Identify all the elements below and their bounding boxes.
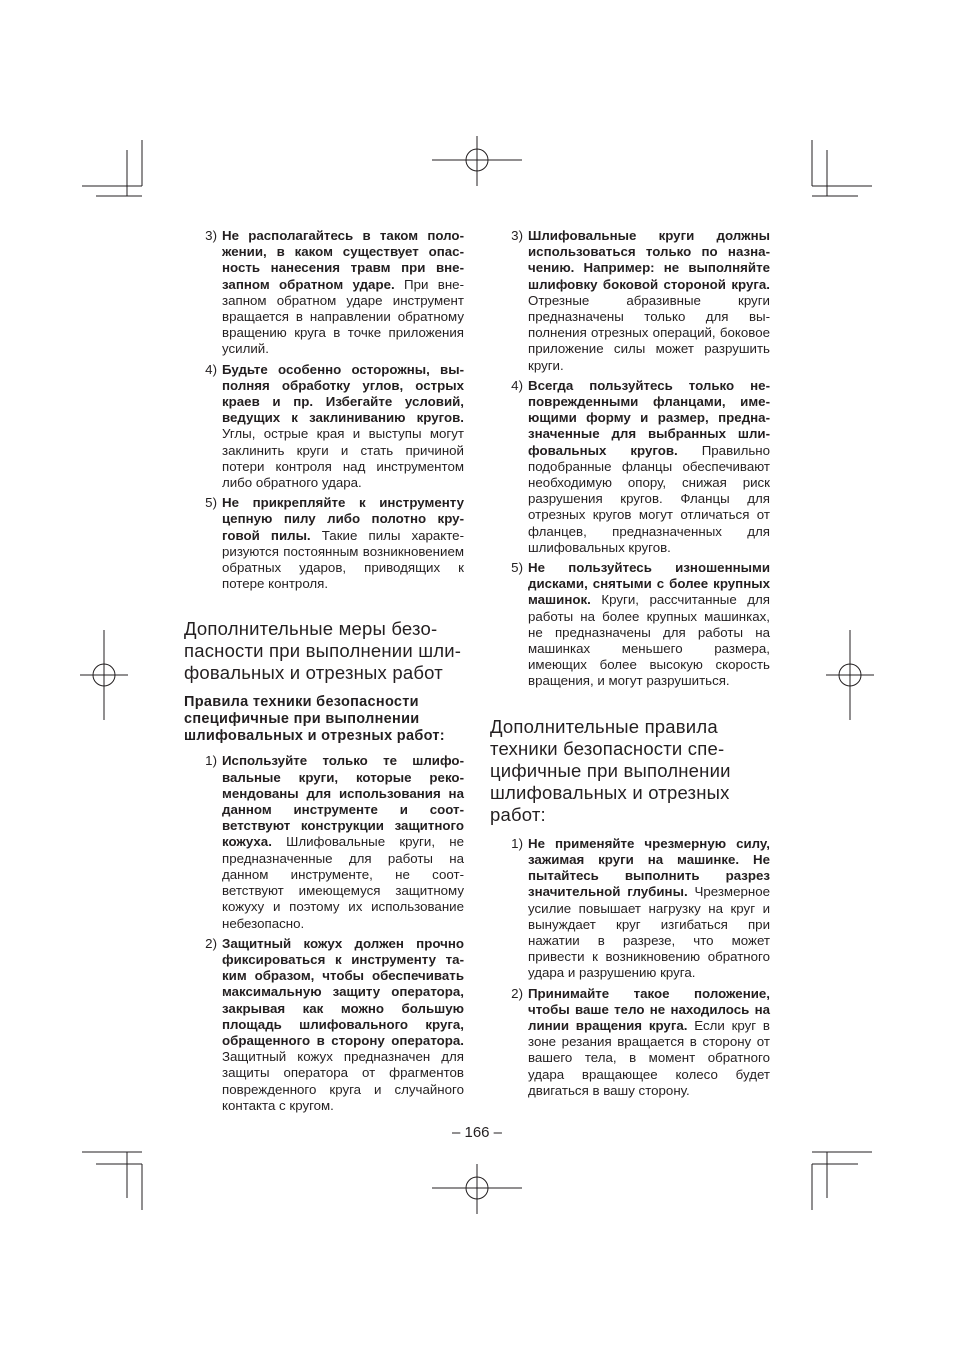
list-item [184,936,464,1114]
item-text [222,495,464,592]
item-text [222,362,464,492]
item-body-text: Правильно подобранные фланцы обеспечивают необходимую опору, снижая риск разрушения кругов. Фланцы для отрезных кругов могут отличаться от фланцев, предназначенных для шлифовальных кругов. [528,442,770,555]
item-number: 4) [511,377,523,393]
list-item [490,986,770,1099]
item-number: 5) [511,560,523,576]
item-bold-text: Используйте только те шлифовальные круги, которые рекомендованы для использования на данном инструменте и соответствуют конструкции защитного кожуха. [222,753,464,850]
item-text [528,560,770,690]
right-items-bottom [490,836,770,1099]
item-text [222,753,464,931]
item-bold-text: Не располагайтесь в таком положении, в каком существует опасность нанесения травм при внезапном обратном ударе. [222,228,464,292]
item-body-text: Такие пилы характеризуются постоянным возникновением обратных ударов, приводящих к потере контроля. [222,527,464,592]
item-text [222,936,464,1114]
left-items-top [184,228,464,592]
item-number: 2) [205,935,217,951]
list-item [490,378,770,556]
list-item [490,560,770,690]
item-bold-text: Шлифовальные круги должны использоваться только по назначению. Например: не выполняйте шлифовку боковой стороной круга. [528,228,770,292]
item-body-text: Круги, рассчитанные для работы на более крупных машинках, не предназначены для работы на машинках меньшего размера, имеющих более высокую скорость вращения, и могут разрушиться. [528,592,770,689]
section-heading: Дополнительные меры безопасности при выполнении шлифовальных и отрезных работ [184,618,461,684]
item-text [528,378,770,556]
item-bold-text: Защитный кожух должен прочно фиксироваться к инструменту таким образом, чтобы обеспечивать максимальную защиту оператора, закрывая как можно большую площадь шлифовального круга, обращенного в сторону оператора. [222,935,464,1048]
item-text [528,986,770,1099]
item-bold-text: Будьте особенно осторожны, выполняя обработку углов, острых краев и пр. Избегайте условий, ведущих к заклиниванию кругов. [222,361,464,426]
list-item [490,228,770,374]
item-text [528,228,770,374]
item-number: 5) [205,495,217,511]
item-number: 3) [511,228,523,243]
item-number: 1) [511,835,523,851]
list-item [184,362,464,492]
item-body-text: Отрезные абразивные круги предназначены только для выполнения отрезных операций, боковое приложение силы может разрушить круги. [528,292,770,373]
item-bold-text: Не пользуйтесь изношенными дисками, снятыми с более крупных машинок. [528,560,770,608]
list-item [184,495,464,592]
list-item [184,753,464,931]
list-item [490,836,770,982]
page-number: – 166 – [451,1124,503,1141]
subsection-heading: Правила техники безопасности специфичные при выполнении шлифовальных и отрезных работ: [184,694,445,745]
item-text [222,228,464,358]
item-body-text: При внезапном обратном ударе инструмент вращается в направлении обратному вращению круга в точке приложения усилий. [222,276,464,357]
item-number: 2) [511,985,523,1001]
item-number: 1) [205,753,217,769]
item-bold-text: Не применяйте чрезмерную силу, зажимая круги на машинке. Не пытайтесь выполнить разрез значительной глубины. [528,835,770,900]
item-body-text: Защитный кожух предназначен для защиты оператора от фрагментов поврежденного круга и случайного контакта с кругом. [222,1049,464,1113]
item-body-text: Чрезмерное усилие повышает нагрузку на круг и вынуждает круг изгибаться при нажатии в разрезе, что может привести к возникновению обратного удара и разрушению круга. [528,884,770,981]
right-column [490,228,770,1103]
right-items-top [490,228,770,690]
item-bold-text: Принимайте такое положение, чтобы ваше тело не находилось на линии вращения круга. [528,985,770,1033]
section-heading: Дополнительные правила техники безопасности специфичные при выполнении шлифовальных и отрезных работ: [490,715,731,825]
list-item [184,228,464,358]
item-number: 3) [205,228,217,243]
item-body-text: Углы, острые края и выступы могут заклинить круги и стать причиной потери контроля над инструментом либо обратного удара. [222,426,464,491]
left-column [184,228,464,1118]
item-text [528,836,770,982]
item-bold-text: Не прикрепляйте к инструменту цепную пилу либо полотно круговой пилы. [222,495,464,543]
item-number: 4) [205,361,217,377]
left-items-bottom [184,753,464,1113]
item-body-text: Если круг в зоне резания вращается в сторону от вашего тела, в момент обратного удара вращающее колесо будет двигаться в вашу сторону. [528,1017,770,1098]
item-body-text: Шлифовальные круги, не предназначенные для работы на данном инструменте, не соответствуют имеющемуся защитному кожуху и поэтому их использование небезопасно. [222,834,464,931]
item-bold-text: Всегда пользуйтесь только неповрежденными фланцами, имеющими форму и размер, предназначенные для выбранных шлифовальных кругов. [528,377,770,458]
